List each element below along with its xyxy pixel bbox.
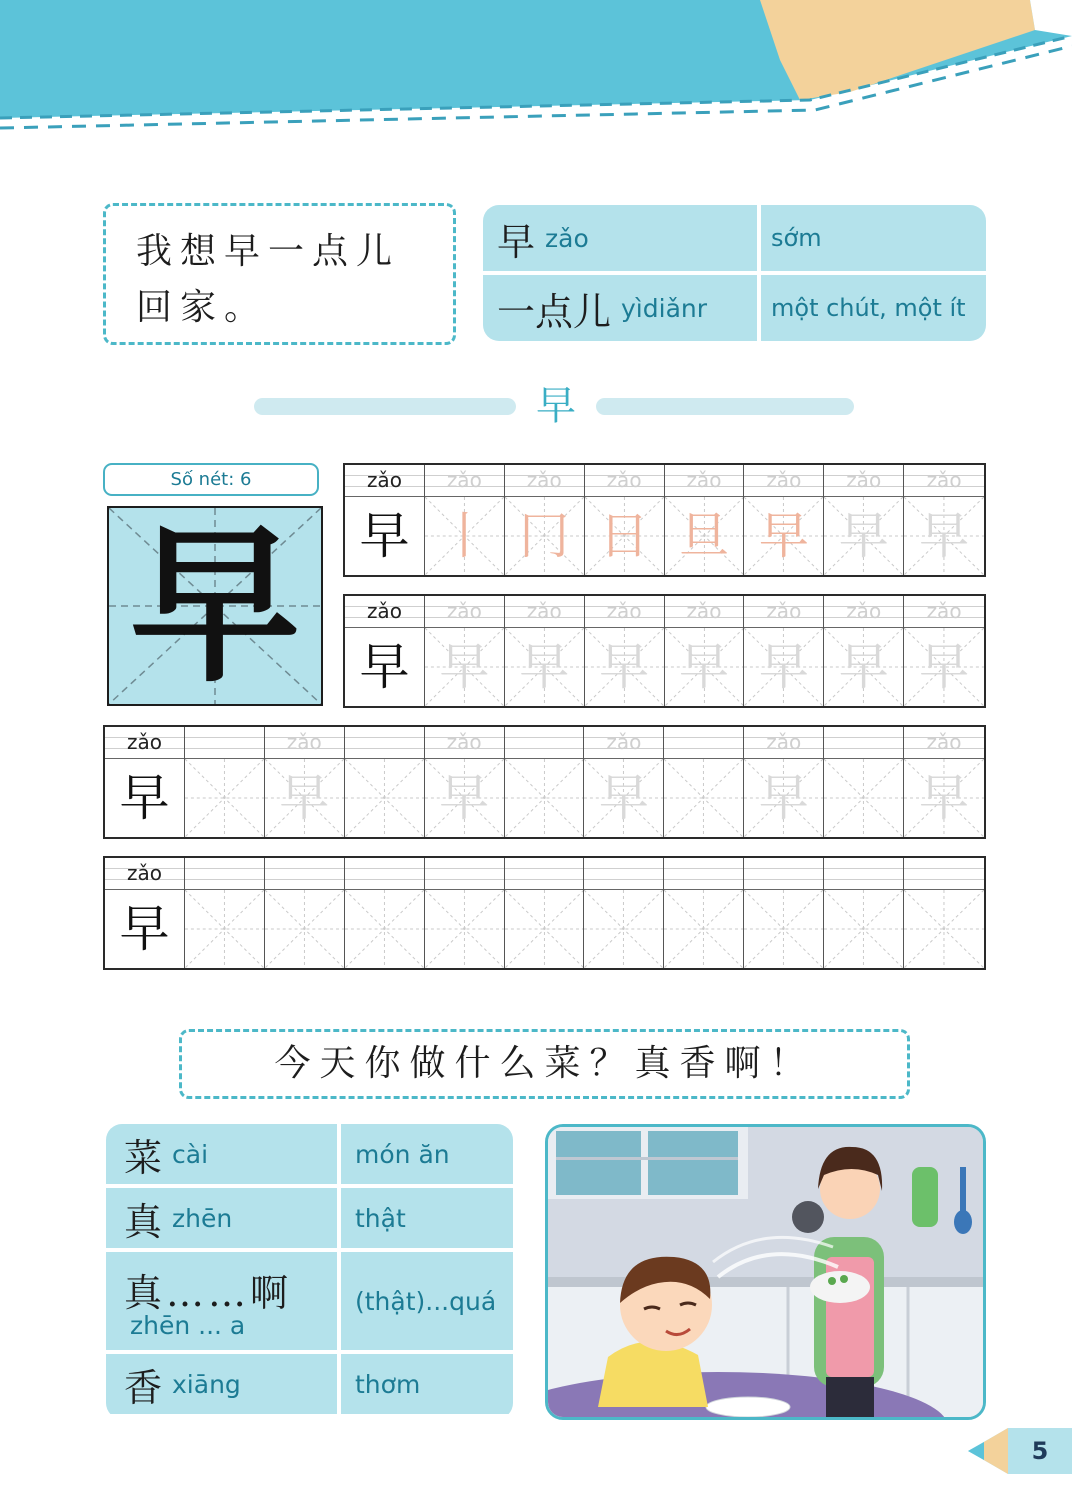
- writing-cell[interactable]: [185, 759, 265, 837]
- pinyin-cell: zǎo: [425, 727, 505, 759]
- pinyin-cell: zǎo: [345, 465, 425, 497]
- writing-cell[interactable]: [824, 890, 904, 968]
- writing-cell: [505, 628, 585, 706]
- sentence-box-1: [103, 203, 456, 345]
- pinyin-cell: zǎo: [425, 465, 505, 497]
- vocab-meaning: (thật)...quá: [341, 1252, 513, 1350]
- demo-character: 早: [129, 506, 300, 706]
- vocab-hanzi: 早: [497, 219, 536, 264]
- writing-cell: [584, 759, 664, 837]
- pinyin-cell: zǎo: [585, 596, 665, 628]
- pinyin-row: [345, 465, 984, 497]
- writing-cell: [425, 759, 505, 837]
- pinyin-cell[interactable]: [425, 858, 505, 890]
- practice-character: 早: [678, 638, 729, 696]
- practice-character: 早: [598, 769, 649, 827]
- vocab-meaning: thật: [341, 1188, 513, 1248]
- vocab-table-2: [106, 1124, 513, 1419]
- pinyin-cell[interactable]: [664, 858, 744, 890]
- pinyin-cell[interactable]: [345, 727, 425, 759]
- vocab-table-1: [483, 205, 986, 341]
- writing-cell: [904, 628, 984, 706]
- section-title-character: 早: [536, 383, 576, 429]
- writing-cell[interactable]: [185, 890, 265, 968]
- grid-guide-lines: [425, 890, 504, 968]
- writing-cell: [904, 759, 984, 837]
- pinyin-cell[interactable]: [505, 858, 585, 890]
- pinyin-row: [105, 858, 984, 890]
- writing-cell: [744, 759, 824, 837]
- pinyin-cell[interactable]: [744, 858, 824, 890]
- practice-character: 旦: [678, 507, 729, 565]
- writing-cell: [824, 497, 904, 575]
- grid-guide-lines: [904, 890, 984, 968]
- practice-grid-blank: [103, 856, 986, 970]
- vocab-hanzi: 香: [124, 1365, 163, 1410]
- writing-cell: [105, 890, 185, 968]
- writing-cell[interactable]: [904, 890, 984, 968]
- character-row: [105, 890, 984, 968]
- pinyin-cell[interactable]: [265, 858, 345, 890]
- pinyin-cell[interactable]: [345, 858, 425, 890]
- pinyin-cell[interactable]: [824, 727, 904, 759]
- vocab-row: [483, 275, 986, 341]
- grid-guide-lines: [185, 890, 264, 968]
- demo-character-box: [107, 506, 323, 706]
- pinyin-cell[interactable]: [185, 858, 265, 890]
- kitchen-illustration: [545, 1124, 986, 1420]
- vocab-row: [106, 1188, 513, 1248]
- practice-character: 早: [599, 638, 650, 696]
- vocab-meaning: thơm: [341, 1354, 513, 1414]
- page-number: 5: [1031, 1437, 1049, 1465]
- writing-cell[interactable]: [584, 890, 664, 968]
- pinyin-cell[interactable]: [904, 858, 984, 890]
- sentence-1-text: 我想早一点儿回家。: [136, 231, 401, 328]
- vocab-row: [483, 205, 986, 271]
- pinyin-cell: zǎo: [105, 727, 185, 759]
- character-row: [105, 759, 984, 837]
- grid-guide-lines: [664, 759, 743, 837]
- vocab-meaning: món ăn: [341, 1124, 513, 1184]
- practice-character: 早: [758, 769, 809, 827]
- practice-character: 丨: [439, 507, 490, 565]
- kitchen-scene-image: [548, 1127, 983, 1417]
- writing-cell: [585, 628, 665, 706]
- vocab-term: [106, 1124, 337, 1184]
- vocab-hanzi: 菜: [124, 1135, 163, 1180]
- vocab-pinyin: zhēn ... a: [130, 1311, 246, 1340]
- practice-character: 早: [279, 769, 330, 827]
- title-bar-left: [254, 398, 516, 415]
- vocab-term: [106, 1354, 337, 1414]
- pinyin-cell[interactable]: [824, 858, 904, 890]
- practice-character: 早: [519, 638, 570, 696]
- writing-cell[interactable]: [505, 759, 585, 837]
- vocab-hanzi: 真: [124, 1199, 163, 1244]
- grid-guide-lines: [505, 759, 584, 837]
- practice-character: 早: [119, 769, 170, 827]
- grid-guide-lines: [505, 890, 584, 968]
- writing-cell[interactable]: [345, 759, 425, 837]
- sentence-box-2: [179, 1029, 910, 1099]
- vocab-pinyin: xiāng: [172, 1369, 241, 1399]
- pinyin-cell: zǎo: [904, 727, 984, 759]
- sentence-2-text: 今天你做什么菜？真香啊！: [274, 1043, 815, 1084]
- pinyin-cell: zǎo: [744, 465, 824, 497]
- pinyin-cell: zǎo: [665, 465, 745, 497]
- practice-character: 早: [439, 769, 490, 827]
- grid-guide-lines: [185, 759, 264, 837]
- practice-character: 早: [758, 638, 809, 696]
- vocab-meaning: sớm: [761, 205, 986, 271]
- practice-character: 早: [439, 638, 490, 696]
- writing-cell[interactable]: [824, 759, 904, 837]
- practice-character: 日: [599, 507, 650, 565]
- practice-grid-tracing: [343, 594, 986, 708]
- grid-guide-lines: [744, 890, 823, 968]
- vocab-hanzi: 真……啊: [124, 1271, 293, 1315]
- writing-cell: [105, 759, 185, 837]
- writing-cell: [744, 497, 824, 575]
- pinyin-cell: zǎo: [904, 465, 984, 497]
- practice-character: 早: [758, 507, 809, 565]
- practice-character: 早: [838, 638, 889, 696]
- writing-cell: [904, 497, 984, 575]
- pinyin-cell: zǎo: [744, 727, 824, 759]
- page-number-tab: [968, 1428, 1072, 1474]
- writing-cell: [744, 628, 824, 706]
- character-row: [345, 628, 984, 706]
- pinyin-cell[interactable]: [505, 727, 585, 759]
- writing-cell: [824, 628, 904, 706]
- title-bar-right: [596, 398, 854, 415]
- vocab-meaning: một chút, một ít: [761, 275, 986, 341]
- writing-cell[interactable]: [505, 890, 585, 968]
- writing-cell: [585, 497, 665, 575]
- practice-character: 早: [359, 507, 410, 565]
- practice-character: 早: [119, 900, 170, 958]
- practice-character: 冂: [519, 507, 570, 565]
- character-row: [345, 497, 984, 575]
- pinyin-cell: zǎo: [904, 596, 984, 628]
- pinyin-cell[interactable]: [185, 727, 265, 759]
- pinyin-cell: zǎo: [584, 727, 664, 759]
- practice-character: 早: [919, 507, 970, 565]
- pinyin-cell: zǎo: [425, 596, 505, 628]
- writing-cell: [345, 628, 425, 706]
- practice-grid-stroke-order: [343, 463, 986, 577]
- writing-cell[interactable]: [425, 890, 505, 968]
- vocab-row: [106, 1354, 513, 1414]
- pinyin-cell: zǎo: [824, 596, 904, 628]
- writing-cell[interactable]: [744, 890, 824, 968]
- grid-guide-lines: [345, 890, 424, 968]
- pinyin-cell: zǎo: [345, 596, 425, 628]
- stroke-count-badge: Số nét: 6: [103, 463, 319, 496]
- vocab-term: [483, 205, 757, 271]
- vocab-pinyin: zǎo: [545, 223, 589, 253]
- vocab-pinyin: cài: [172, 1139, 209, 1169]
- writing-cell: [345, 497, 425, 575]
- writing-cell[interactable]: [664, 890, 744, 968]
- writing-cell: [425, 497, 505, 575]
- vocab-row: [106, 1252, 513, 1350]
- pinyin-cell: zǎo: [505, 596, 585, 628]
- grid-guide-lines: [345, 759, 424, 837]
- writing-cell: [505, 497, 585, 575]
- vocab-term: [106, 1188, 337, 1248]
- vocab-row: [106, 1124, 513, 1184]
- pinyin-row: [105, 727, 984, 759]
- practice-character: 早: [838, 507, 889, 565]
- pinyin-cell: zǎo: [505, 465, 585, 497]
- vocab-term: [483, 275, 757, 341]
- practice-character: 早: [359, 638, 410, 696]
- writing-cell[interactable]: [345, 890, 425, 968]
- pinyin-cell: zǎo: [585, 465, 665, 497]
- writing-cell[interactable]: [664, 759, 744, 837]
- vocab-hanzi: 一点儿: [497, 289, 612, 334]
- header-pencil-banner: [0, 0, 1072, 140]
- writing-cell: [265, 759, 345, 837]
- grid-guide-lines: [824, 890, 903, 968]
- writing-cell: [425, 628, 505, 706]
- pinyin-cell: zǎo: [824, 465, 904, 497]
- vocab-term: [106, 1252, 337, 1350]
- grid-guide-lines: [584, 890, 663, 968]
- grid-guide-lines: [265, 890, 344, 968]
- practice-character: 早: [919, 638, 970, 696]
- writing-cell: [665, 497, 745, 575]
- pinyin-cell[interactable]: [584, 858, 664, 890]
- pinyin-cell: zǎo: [665, 596, 745, 628]
- practice-grid-alternating: [103, 725, 986, 839]
- pinyin-cell: zǎo: [265, 727, 345, 759]
- vocab-pinyin: yìdiǎnr: [621, 293, 708, 323]
- grid-guide-lines: [824, 759, 903, 837]
- writing-cell: [665, 628, 745, 706]
- grid-guide-lines: [664, 890, 743, 968]
- pinyin-cell: zǎo: [744, 596, 824, 628]
- writing-cell[interactable]: [265, 890, 345, 968]
- vocab-pinyin: zhēn: [172, 1203, 233, 1233]
- pinyin-cell[interactable]: [664, 727, 744, 759]
- pinyin-cell: zǎo: [105, 858, 185, 890]
- pinyin-row: [345, 596, 984, 628]
- practice-character: 早: [919, 769, 970, 827]
